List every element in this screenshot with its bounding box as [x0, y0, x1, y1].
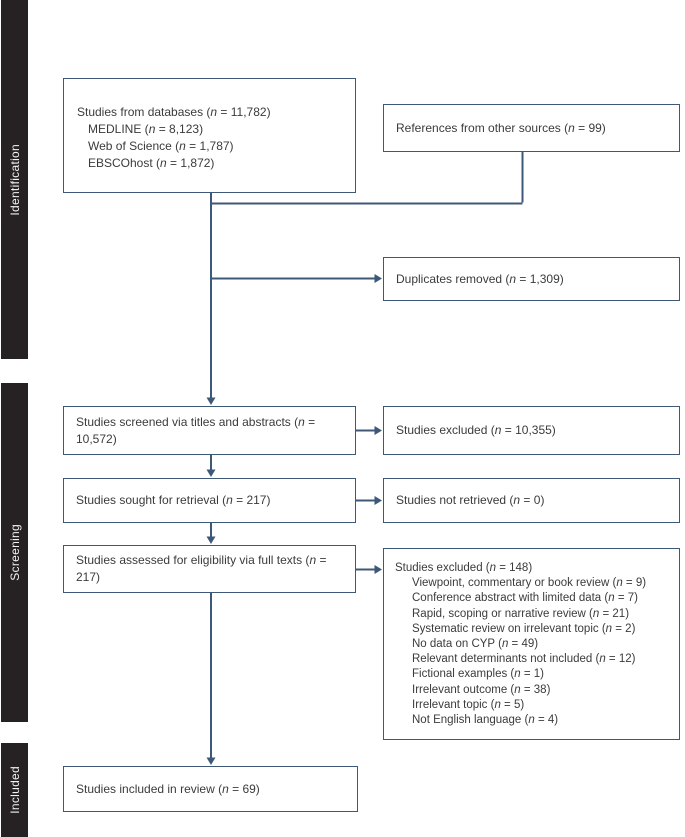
- box-duplicates-removed: [383, 257, 680, 301]
- exclusion-reason: Viewpoint, commentary or book review (n = 9): [412, 577, 647, 590]
- box-item: Web of Science (n = 1,787): [88, 139, 234, 153]
- box-label: Studies not retrieved (n = 0): [396, 493, 545, 508]
- box-studies-not-retrieved: [383, 478, 680, 523]
- exclusion-reason: Conference abstract with limited data (n = 7): [412, 592, 638, 605]
- box-label: Studies included in review (n = 69): [76, 781, 260, 796]
- stage-label-identification: Identification: [7, 143, 22, 216]
- box-title: Studies excluded (n = 148): [395, 562, 533, 574]
- exclusion-reason: Rapid, scoping or narrative review (n = 21): [412, 607, 630, 620]
- box-studies-excluded-fulltext: [383, 548, 680, 740]
- stage-label-included: Included: [7, 766, 22, 814]
- box-studies-screened: [63, 406, 356, 455]
- box-label: Studies screened via titles and abstracts (n = 10,572): [76, 414, 316, 446]
- box-references-other-sources: [383, 104, 680, 152]
- exclusion-reason: Systematic review on irrelevant topic (n = 2): [412, 622, 636, 635]
- box-item: MEDLINE (n = 8,123): [88, 122, 204, 136]
- exclusion-reason: Irrelevant outcome (n = 38): [412, 683, 551, 696]
- box-title: Studies from databases (n = 11,782): [77, 105, 271, 119]
- box-label: Studies excluded (n = 10,355): [396, 423, 556, 438]
- box-label: Duplicates removed (n = 1,309): [396, 271, 564, 286]
- box-studies-included-review: [63, 766, 358, 812]
- box-label: References from other sources (n = 99): [396, 120, 606, 135]
- box-studies-from-databases: [63, 78, 356, 193]
- box-studies-assessed-eligibility: [63, 545, 356, 593]
- exclusion-reason: Not English language (n = 4): [412, 714, 559, 727]
- box-item: EBSCOhost (n = 1,872): [88, 156, 215, 170]
- stage-label-screening: Screening: [7, 524, 22, 581]
- box-studies-sought-retrieval: [63, 478, 356, 523]
- box-studies-excluded-screening: [383, 406, 680, 455]
- exclusion-reason: Fictional examples (n = 1): [412, 668, 545, 681]
- box-label: Studies assessed for eligibility via full texts (n = 217): [76, 553, 327, 584]
- box-label: Studies sought for retrieval (n = 217): [76, 493, 271, 508]
- exclusion-reason: Relevant determinants not included (n = 12): [412, 653, 636, 666]
- exclusion-reason: Irrelevant topic (n = 5): [412, 698, 525, 711]
- exclusion-reason: No data on CYP (n = 49): [412, 638, 539, 651]
